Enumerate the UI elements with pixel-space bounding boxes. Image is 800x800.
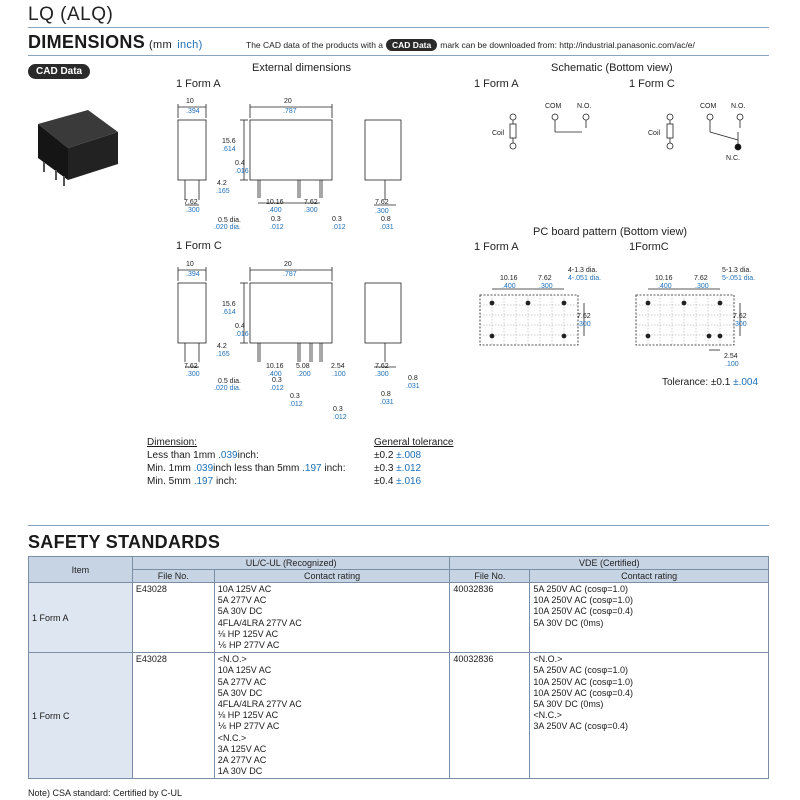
dim-text: 2.54 xyxy=(331,363,345,370)
no-label: N.O. xyxy=(731,103,746,110)
com-label: COM xyxy=(700,103,717,110)
unit-inch: inch) xyxy=(177,39,203,51)
dim-text: 4-1.3 dia. xyxy=(568,267,598,274)
general-tolerance-list xyxy=(374,436,454,488)
title-divider xyxy=(28,27,769,28)
dim-text: 7.62 xyxy=(304,199,318,206)
row-vde-file: 40032836 xyxy=(450,583,530,653)
page-title: LQ (ALQ) xyxy=(28,4,114,25)
general-tolerance-heading: General tolerance xyxy=(374,437,454,448)
col-item: Item xyxy=(29,557,133,583)
dim-text: 0.3 xyxy=(333,406,343,413)
dim-text-in: .400 xyxy=(658,283,672,290)
dim-text: 7.62 xyxy=(733,313,747,320)
col-ul-file: File No. xyxy=(132,570,214,583)
dim-text: 10.16 xyxy=(266,199,284,206)
dim-text: 10.16 xyxy=(266,363,284,370)
ext-form-a-label: 1 Form A xyxy=(176,78,221,90)
form-c-front-view xyxy=(240,267,332,362)
ext-form-c-label: 1 Form C xyxy=(176,240,222,252)
row-ul-ratings: 10A 125V AC 5A 277V AC 5A 30V DC 4FLA/4LRA 277V AC ⅛ HP 125V AC ⅙ HP 277V AC xyxy=(214,583,450,653)
dim-text-in: .100 xyxy=(725,361,739,368)
col-vde: VDE (Certified) xyxy=(450,557,769,570)
table-row xyxy=(29,583,769,653)
dim-text-in: .016 xyxy=(235,331,249,338)
pcb-pattern-form-a xyxy=(480,289,584,345)
dim-text: 10 xyxy=(186,261,194,268)
row-ul-file: E43028 xyxy=(132,653,214,779)
dimension-heading: Dimension: xyxy=(147,437,198,448)
dim-text-in: .300 xyxy=(304,207,318,214)
dim-text: 20 xyxy=(284,98,292,105)
general-tolerance-2: ±0.3 ±.012 xyxy=(374,463,422,474)
dim-text-in: .614 xyxy=(222,146,236,153)
sch-form-c-label: 1 Form C xyxy=(629,78,675,90)
dim-text-in: .300 xyxy=(733,321,747,328)
dim-text: 7.62 xyxy=(375,199,389,206)
external-dimensions-title: External dimensions xyxy=(252,62,352,74)
dim-text-in: .031 xyxy=(380,399,394,406)
dim-text-in: .300 xyxy=(539,283,553,290)
pcb-pattern-form-c xyxy=(636,289,740,350)
form-c-side-view xyxy=(178,267,206,367)
dim-text-in: .012 xyxy=(270,385,284,392)
csa-note: Note) CSA standard: Certified by C-UL xyxy=(28,788,183,798)
dim-text-in: .012 xyxy=(289,401,303,408)
unit-mm: (mm xyxy=(149,39,172,51)
dim-text: 5-1.3 dia. xyxy=(722,267,752,274)
dim-text: 4.2 xyxy=(217,343,227,350)
dim-text-in: .165 xyxy=(216,351,230,358)
dim-text-in: .300 xyxy=(695,283,709,290)
dim-text: 7.62 xyxy=(538,275,552,282)
table-subheader-row xyxy=(29,570,769,583)
dim-text-in: .165 xyxy=(216,188,230,195)
dim-text-in: .031 xyxy=(380,224,394,231)
pcb-form-a-label: 1 Form A xyxy=(474,241,519,253)
dim-text-in: .300 xyxy=(577,321,591,328)
dim-text: 0.8 xyxy=(381,216,391,223)
row-item: 1 Form C xyxy=(29,653,133,779)
relay-product-image xyxy=(30,92,130,192)
dim-text-in: .787 xyxy=(283,108,297,115)
schematic-form-c xyxy=(667,114,743,150)
form-a-side-view xyxy=(178,104,206,205)
form-a-front-view xyxy=(240,104,332,203)
dim-text: 10.16 xyxy=(500,275,518,282)
row-item: 1 Form A xyxy=(29,583,133,653)
safety-top-divider xyxy=(28,525,769,526)
general-tolerance-1: ±0.2 ±.008 xyxy=(374,450,422,461)
row-vde-ratings: 5A 250V AC (cosφ=1.0) 10A 250V AC (cosφ=1.0) 10A 250V AC (cosφ=0.4) 5A 30V DC (0ms) xyxy=(530,583,769,653)
dim-text: 0.8 xyxy=(381,391,391,398)
dim-text: 10.16 xyxy=(655,275,673,282)
dim-text: 4.2 xyxy=(217,180,227,187)
table-header-row xyxy=(29,557,769,570)
dim-text: 0.3 xyxy=(272,377,282,384)
dim-text-in: .012 xyxy=(333,414,347,421)
cad-download-note: The CAD data of the products with a CAD Data mark can be downloaded from: http://industrial.panasonic.com/ac/e/ xyxy=(246,40,695,50)
dim-text-in: .031 xyxy=(406,383,420,390)
row-ul-ratings: <N.O.> 10A 125V AC 5A 277V AC 5A 30V DC 4FLA/4LRA 277V AC ⅛ HP 125V AC ⅙ HP 277V AC <N.C.> 3A 125V AC 2A 277V AC 1A 30V DC xyxy=(214,653,450,779)
dim-text: 0.3 xyxy=(290,393,300,400)
dim-text: 7.62 xyxy=(577,313,591,320)
dim-text-in: .300 xyxy=(186,207,200,214)
dim-text-in: .394 xyxy=(186,108,200,115)
row-vde-file: 40032836 xyxy=(450,653,530,779)
no-label: N.O. xyxy=(577,103,592,110)
coil-label: Coil xyxy=(648,130,661,137)
sch-form-a-label: 1 Form A xyxy=(474,78,519,90)
col-vde-file: File No. xyxy=(450,570,530,583)
coil-label: Coil xyxy=(492,130,505,137)
dim-text-in: .012 xyxy=(332,224,346,231)
dim-text: 5.08 xyxy=(296,363,310,370)
dim-text-in: .787 xyxy=(283,271,297,278)
row-vde-ratings: <N.O.> 5A 250V AC (cosφ=1.0) 10A 250V AC (cosφ=1.0) 10A 250V AC (cosφ=0.4) 5A 30V DC (0ms) <N.C.> 3A 250V AC (cosφ=0.4) xyxy=(530,653,769,779)
dim-text-in: 5-.051 dia. xyxy=(722,275,756,282)
dim-text-in: .300 xyxy=(375,371,389,378)
dim-text: 2.54 xyxy=(724,353,738,360)
form-a-end-view xyxy=(365,120,401,205)
com-label: COM xyxy=(545,103,562,110)
dim-text-in: .020 dia. xyxy=(214,385,241,392)
dim-text: 7.62 xyxy=(694,275,708,282)
dim-text-in: 4-.051 dia. xyxy=(568,275,602,282)
dimensions-heading: DIMENSIONS (mm inch) xyxy=(28,32,203,52)
general-tolerance-3: ±0.4 ±.016 xyxy=(374,476,422,487)
dim-text: 20 xyxy=(284,261,292,268)
col-ul: UL/C-UL (Recognized) xyxy=(132,557,450,570)
dim-text-in: .020 dia. xyxy=(214,224,241,231)
dim-text-in: .300 xyxy=(375,208,389,215)
tolerance-row-3: Min. 5mm .197 inch: xyxy=(147,476,238,487)
dim-text-in: .012 xyxy=(270,224,284,231)
dim-text: 0.5 dia. xyxy=(218,217,241,224)
cad-data-badge[interactable]: CAD Data xyxy=(28,64,90,79)
cad-download-link[interactable]: mark can be downloaded from: http://industrial.panasonic.com/ac/e/ xyxy=(440,40,695,50)
dim-text: 0.3 xyxy=(332,216,342,223)
dim-text-in: .016 xyxy=(235,168,249,175)
dim-text-in: .300 xyxy=(186,371,200,378)
schematic-form-a xyxy=(510,114,589,149)
table-row xyxy=(29,653,769,779)
dim-text: 0.5 dia. xyxy=(218,378,241,385)
dim-text: 15.6 xyxy=(222,301,236,308)
dim-text: 0.4 xyxy=(235,323,245,330)
tolerance-row-2: Min. 1mm .039inch less than 5mm .197 inch: xyxy=(147,463,346,474)
pcb-title: PC board pattern (Bottom view) xyxy=(533,226,688,238)
dim-text-in: .100 xyxy=(332,371,346,378)
dim-text-in: .200 xyxy=(297,371,311,378)
col-vde-contact: Contact rating xyxy=(530,570,769,583)
dim-text: 10 xyxy=(186,98,194,105)
dim-text: 0.3 xyxy=(271,216,281,223)
dimension-tolerance-list xyxy=(147,436,345,488)
dim-text-in: .614 xyxy=(222,309,236,316)
dim-text: 0.8 xyxy=(408,375,418,382)
row-ul-file: E43028 xyxy=(132,583,214,653)
pcb-form-c-label: 1FormC xyxy=(629,241,669,253)
schematic-title: Schematic (Bottom view) xyxy=(551,62,673,74)
dim-text-in: .400 xyxy=(502,283,516,290)
safety-standards-table xyxy=(28,556,769,779)
safety-heading: SAFETY STANDARDS xyxy=(28,532,221,552)
tolerance-row-1: Less than 1mm .039inch: xyxy=(147,450,259,461)
dim-text-in: .400 xyxy=(268,371,282,378)
dimensions-divider xyxy=(28,55,769,56)
dim-text: 0.4 xyxy=(235,160,245,167)
pcb-tolerance-note: Tolerance: ±0.1 ±.004 xyxy=(662,377,759,388)
nc-label: N.C. xyxy=(726,155,740,162)
col-ul-contact: Contact rating xyxy=(214,570,450,583)
cad-data-badge-small: CAD Data xyxy=(386,39,437,51)
dim-text: 15.6 xyxy=(222,138,236,145)
dim-text: 7.62 xyxy=(375,363,389,370)
dim-text: 7.62 xyxy=(184,199,198,206)
dim-text-in: .400 xyxy=(268,207,282,214)
dim-text-in: .394 xyxy=(186,271,200,278)
form-c-end-view xyxy=(365,283,401,367)
dim-text: 7.62 xyxy=(184,363,198,370)
